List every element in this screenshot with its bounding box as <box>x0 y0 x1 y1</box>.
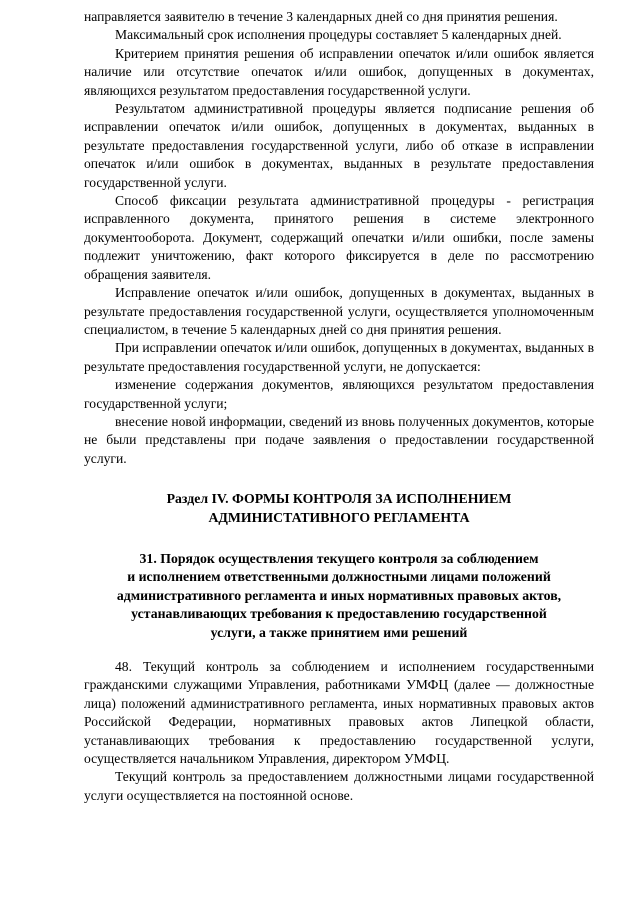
subsection-heading-line-1: 31. Порядок осуществления текущего контроля за соблюдением <box>139 550 539 566</box>
subsection-heading-line-3: административного регламента и иных нормативных правовых актов, <box>116 587 562 603</box>
paragraph-permanent-basis: Текущий контроль за предоставлением должностными лицами государственной услуги осуществляется на постоянной основе. <box>84 769 594 803</box>
paragraph-48-current-control: 48. Текущий контроль за соблюдением и исполнением государственными гражданскими служащими Управления, работниками УМФЦ (далее — должностные лица) положений административного регламента, иных нормативных правовых актов Российской Федерации, нормативных правовых актов Липецкой области, устанавливающих требования к предоставлению государственной услуги, осуществляется начальником Управления, директором УМФЦ. <box>84 659 594 767</box>
list-item-new-information: внесение новой информации, сведений из вновь полученных документов, которые не были представлены при подаче заявления о предоставлении государственной услуги. <box>84 413 594 466</box>
section-heading-line-2: АДМИНИСТАТИВНОГО РЕГЛАМЕНТА <box>208 509 470 525</box>
subsection-heading-line-4: устанавливающих требования к предоставлению государственной <box>131 606 547 622</box>
subsection-heading-line-2: и исполнением ответственными должностными лицами положений <box>127 569 551 585</box>
paragraph-correction-specialist: Исправление опечаток и/или ошибок, допущенных в документах, выданных в результате предоставления государственной услуги, осуществляется уполномоченным специалистом, в течение 5 календарных дней со дня принятия решения. <box>84 285 594 337</box>
paragraph-decision-criterion: Критерием принятия решения об исправлении опечаток и/или ошибок является наличие или отсутствие опечаток и/или ошибок, допущенных в документах, являющихся результатом предоставления государственной услуги. <box>84 45 594 98</box>
paragraph-not-allowed: При исправлении опечаток и/или ошибок, допущенных в документах, выданных в результате предоставления государственной услуги, не допускается: <box>84 340 594 374</box>
section-heading <box>84 490 594 527</box>
list-item-content-change: изменение содержания документов, являющихся результатом предоставления государственной услуги; <box>84 377 594 411</box>
subsection-heading <box>84 550 594 642</box>
subsection-heading-line-5: услуги, а также принятием ими решений <box>210 624 468 640</box>
paragraph-procedure-result: Результатом административной процедуры является подписание решения об исправлении опечаток и/или ошибок, допущенных в документах, выданных в результате предоставления государственной услуги, либо об отказе в исправлении опечаток и/или ошибок в документах, выданных в результате предоставления государственной услуги. <box>84 101 594 190</box>
paragraph-continuation: направляется заявителю в течение 3 календарных дней со дня принятия решения. <box>84 9 558 24</box>
paragraph-max-term: Максимальный срок исполнения процедуры составляет 5 календарных дней. <box>115 27 562 43</box>
paragraph-fixation-method: Способ фиксации результата административной процедуры - регистрация исправленного документа, принятого решения в системе электронного документооборота. Документ, содержащий опечатки и/или ошибки, после замены подлежит уничтожению, факт которого фиксируется в деле по рассмотрению обращения заявителя. <box>84 193 594 282</box>
section-heading-line-1: Раздел IV. ФОРМЫ КОНТРОЛЯ ЗА ИСПОЛНЕНИЕМ <box>166 491 512 507</box>
